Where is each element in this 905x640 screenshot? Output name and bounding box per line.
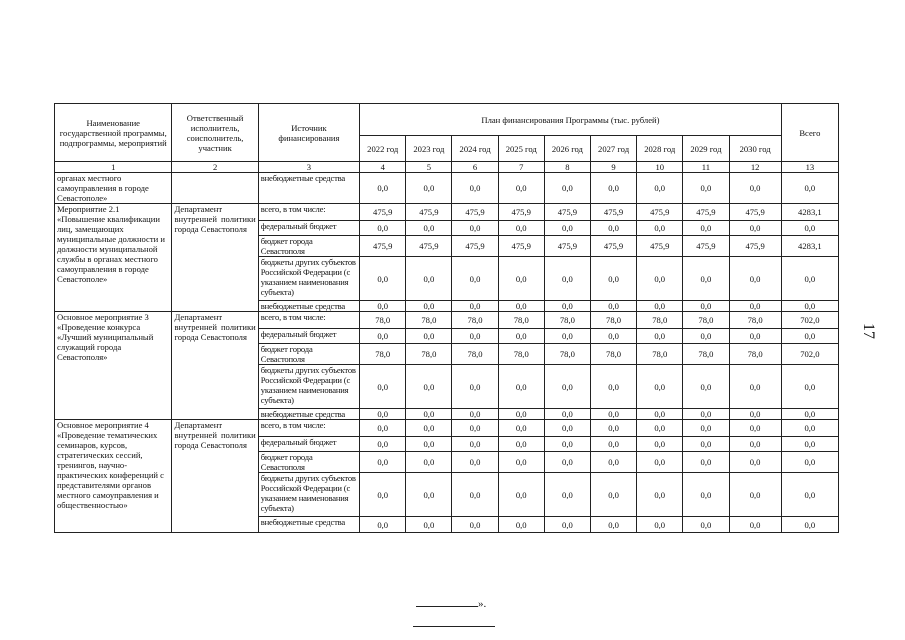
year-value: 0,0 bbox=[637, 409, 683, 420]
year-value: 0,0 bbox=[452, 221, 498, 236]
year-value: 0,0 bbox=[683, 452, 729, 473]
year-value: 78,0 bbox=[452, 344, 498, 365]
year-value: 78,0 bbox=[498, 344, 544, 365]
year-value: 0,0 bbox=[544, 473, 590, 517]
year-value: 78,0 bbox=[360, 344, 406, 365]
year-value: 78,0 bbox=[544, 312, 590, 329]
column-index: 5 bbox=[406, 162, 452, 173]
year-value: 0,0 bbox=[637, 420, 683, 437]
year-value: 0,0 bbox=[683, 221, 729, 236]
year-value: 475,9 bbox=[544, 236, 590, 257]
funding-source: внебюджетные средства bbox=[258, 409, 359, 420]
header-year: 2026 год bbox=[544, 136, 590, 162]
year-value: 78,0 bbox=[729, 312, 781, 329]
year-value: 0,0 bbox=[544, 409, 590, 420]
table-row bbox=[55, 420, 839, 437]
year-value: 0,0 bbox=[452, 173, 498, 204]
year-value: 0,0 bbox=[452, 301, 498, 312]
year-value: 0,0 bbox=[590, 420, 636, 437]
year-value: 0,0 bbox=[683, 329, 729, 344]
total-value: 0,0 bbox=[781, 452, 838, 473]
closing-underline bbox=[416, 606, 478, 607]
year-value: 0,0 bbox=[406, 365, 452, 409]
header-year: 2028 год bbox=[637, 136, 683, 162]
total-value: 0,0 bbox=[781, 473, 838, 517]
total-value: 0,0 bbox=[781, 221, 838, 236]
year-value: 0,0 bbox=[637, 221, 683, 236]
bottom-line bbox=[413, 626, 495, 627]
closing-mark bbox=[416, 598, 486, 610]
year-value: 0,0 bbox=[360, 365, 406, 409]
year-value: 0,0 bbox=[637, 452, 683, 473]
year-value: 0,0 bbox=[544, 452, 590, 473]
year-value: 475,9 bbox=[683, 204, 729, 221]
funding-source: внебюджетные средства bbox=[258, 517, 359, 533]
year-value: 0,0 bbox=[683, 365, 729, 409]
funding-source: внебюджетные средства bbox=[258, 173, 359, 204]
year-value: 0,0 bbox=[590, 409, 636, 420]
year-value: 0,0 bbox=[544, 437, 590, 452]
year-value: 0,0 bbox=[544, 420, 590, 437]
year-value: 0,0 bbox=[544, 517, 590, 533]
year-value: 0,0 bbox=[729, 257, 781, 301]
total-value: 0,0 bbox=[781, 365, 838, 409]
total-value: 0,0 bbox=[781, 301, 838, 312]
table-row bbox=[55, 312, 839, 329]
year-value: 0,0 bbox=[498, 301, 544, 312]
year-value: 0,0 bbox=[360, 517, 406, 533]
total-value: 0,0 bbox=[781, 257, 838, 301]
year-value: 0,0 bbox=[360, 173, 406, 204]
year-value: 0,0 bbox=[452, 473, 498, 517]
column-index: 4 bbox=[360, 162, 406, 173]
year-value: 0,0 bbox=[590, 257, 636, 301]
activity-executor bbox=[172, 173, 258, 204]
year-value: 0,0 bbox=[452, 365, 498, 409]
year-value: 475,9 bbox=[360, 204, 406, 221]
total-value: 4283,1 bbox=[781, 236, 838, 257]
year-value: 0,0 bbox=[406, 329, 452, 344]
year-value: 0,0 bbox=[637, 365, 683, 409]
header-year: 2029 год bbox=[683, 136, 729, 162]
year-value: 0,0 bbox=[729, 420, 781, 437]
year-value: 0,0 bbox=[683, 409, 729, 420]
year-value: 0,0 bbox=[406, 301, 452, 312]
year-value: 0,0 bbox=[544, 221, 590, 236]
year-value: 475,9 bbox=[498, 204, 544, 221]
year-value: 0,0 bbox=[498, 329, 544, 344]
year-value: 78,0 bbox=[544, 344, 590, 365]
year-value: 0,0 bbox=[360, 420, 406, 437]
year-value: 0,0 bbox=[544, 257, 590, 301]
column-index: 7 bbox=[498, 162, 544, 173]
total-value: 0,0 bbox=[781, 409, 838, 420]
year-value: 475,9 bbox=[590, 236, 636, 257]
page-number: 17 bbox=[860, 323, 877, 339]
year-value: 0,0 bbox=[498, 365, 544, 409]
year-value: 0,0 bbox=[360, 301, 406, 312]
funding-source: бюджеты других субъектов Российской Федерации (с указанием наименования субъекта) bbox=[258, 365, 359, 409]
year-value: 0,0 bbox=[452, 517, 498, 533]
year-value: 0,0 bbox=[498, 473, 544, 517]
header-year: 2024 год bbox=[452, 136, 498, 162]
header-executor: Ответственный исполнитель, соисполнитель, участник bbox=[172, 104, 258, 162]
funding-source: бюджеты других субъектов Российской Федерации (с указанием наименования субъекта) bbox=[258, 473, 359, 517]
funding-source: всего, в том числе: bbox=[258, 204, 359, 221]
table-row bbox=[55, 173, 839, 204]
year-value: 0,0 bbox=[452, 409, 498, 420]
year-value: 0,0 bbox=[406, 221, 452, 236]
year-value: 0,0 bbox=[406, 517, 452, 533]
year-value: 0,0 bbox=[498, 173, 544, 204]
funding-source: всего, в том числе: bbox=[258, 312, 359, 329]
year-value: 78,0 bbox=[590, 312, 636, 329]
activity-executor: Департамент внутренней политики города Севастополя bbox=[172, 312, 258, 420]
total-value: 4283,1 bbox=[781, 204, 838, 221]
year-value: 0,0 bbox=[498, 409, 544, 420]
year-value: 0,0 bbox=[729, 517, 781, 533]
year-value: 475,9 bbox=[729, 204, 781, 221]
year-value: 0,0 bbox=[360, 221, 406, 236]
year-value: 0,0 bbox=[729, 365, 781, 409]
funding-source: бюджет города Севастополя bbox=[258, 344, 359, 365]
total-value: 0,0 bbox=[781, 173, 838, 204]
funding-source: бюджет города Севастополя bbox=[258, 236, 359, 257]
activity-name: органах местного самоуправления в городе Севастополе» bbox=[55, 173, 172, 204]
year-value: 0,0 bbox=[452, 329, 498, 344]
year-value: 0,0 bbox=[637, 257, 683, 301]
year-value: 0,0 bbox=[360, 329, 406, 344]
year-value: 0,0 bbox=[729, 437, 781, 452]
year-value: 0,0 bbox=[452, 420, 498, 437]
year-value: 0,0 bbox=[637, 517, 683, 533]
year-value: 0,0 bbox=[729, 452, 781, 473]
year-value: 78,0 bbox=[637, 312, 683, 329]
year-value: 475,9 bbox=[360, 236, 406, 257]
year-value: 78,0 bbox=[590, 344, 636, 365]
year-value: 0,0 bbox=[498, 221, 544, 236]
year-value: 0,0 bbox=[683, 517, 729, 533]
year-value: 0,0 bbox=[590, 329, 636, 344]
year-value: 475,9 bbox=[729, 236, 781, 257]
funding-source: бюджет города Севастополя bbox=[258, 452, 359, 473]
funding-source: федеральный бюджет bbox=[258, 221, 359, 236]
column-index: 8 bbox=[544, 162, 590, 173]
column-index: 13 bbox=[781, 162, 838, 173]
header-year: 2023 год bbox=[406, 136, 452, 162]
year-value: 0,0 bbox=[729, 329, 781, 344]
total-value: 0,0 bbox=[781, 420, 838, 437]
year-value: 0,0 bbox=[498, 437, 544, 452]
year-value: 0,0 bbox=[683, 301, 729, 312]
table-row bbox=[55, 204, 839, 221]
year-value: 0,0 bbox=[406, 452, 452, 473]
year-value: 0,0 bbox=[683, 173, 729, 204]
year-value: 78,0 bbox=[360, 312, 406, 329]
year-value: 0,0 bbox=[498, 257, 544, 301]
year-value: 78,0 bbox=[452, 312, 498, 329]
funding-source: всего, в том числе: bbox=[258, 420, 359, 437]
year-value: 0,0 bbox=[544, 329, 590, 344]
year-value: 0,0 bbox=[544, 301, 590, 312]
year-value: 0,0 bbox=[729, 473, 781, 517]
year-value: 475,9 bbox=[637, 204, 683, 221]
column-index: 9 bbox=[590, 162, 636, 173]
year-value: 0,0 bbox=[498, 452, 544, 473]
total-value: 702,0 bbox=[781, 312, 838, 329]
header-year: 2022 год bbox=[360, 136, 406, 162]
activity-name: Основное мероприятие 4 «Проведение тематических семинаров, курсов, стратегических сессий, тренингов, научно-практических конференций с представителями органов местного самоуправления и общественностью» bbox=[55, 420, 172, 533]
year-value: 0,0 bbox=[637, 473, 683, 517]
year-value: 475,9 bbox=[452, 204, 498, 221]
header-total: Всего bbox=[781, 104, 838, 162]
header-name: Наименование государственной программы, подпрограммы, мероприятий bbox=[55, 104, 172, 162]
year-value: 475,9 bbox=[637, 236, 683, 257]
year-value: 0,0 bbox=[590, 452, 636, 473]
year-value: 0,0 bbox=[498, 517, 544, 533]
activity-executor: Департамент внутренней политики города Севастополя bbox=[172, 204, 258, 312]
header-year: 2030 год bbox=[729, 136, 781, 162]
year-value: 0,0 bbox=[637, 437, 683, 452]
funding-source: внебюджетные средства bbox=[258, 301, 359, 312]
year-value: 0,0 bbox=[637, 173, 683, 204]
year-value: 0,0 bbox=[590, 437, 636, 452]
column-index: 12 bbox=[729, 162, 781, 173]
year-value: 475,9 bbox=[406, 204, 452, 221]
year-value: 0,0 bbox=[544, 365, 590, 409]
year-value: 78,0 bbox=[683, 344, 729, 365]
activity-name: Основное мероприятие 3 «Проведение конкурса «Лучший муниципальный служащий города Севастополя» bbox=[55, 312, 172, 420]
column-index: 11 bbox=[683, 162, 729, 173]
year-value: 0,0 bbox=[683, 420, 729, 437]
year-value: 0,0 bbox=[406, 409, 452, 420]
header-year: 2025 год bbox=[498, 136, 544, 162]
year-value: 0,0 bbox=[590, 173, 636, 204]
year-value: 0,0 bbox=[590, 221, 636, 236]
year-value: 475,9 bbox=[498, 236, 544, 257]
header-year: 2027 год bbox=[590, 136, 636, 162]
column-index: 2 bbox=[172, 162, 258, 173]
year-value: 0,0 bbox=[452, 452, 498, 473]
activity-name: Мероприятие 2.1 «Повышение квалификации лиц, замещающих муниципальные должности и должности муниципальной службы в органах местного самоуправления в городе Севастополе» bbox=[55, 204, 172, 312]
year-value: 0,0 bbox=[683, 257, 729, 301]
year-value: 0,0 bbox=[406, 437, 452, 452]
total-value: 702,0 bbox=[781, 344, 838, 365]
year-value: 0,0 bbox=[406, 473, 452, 517]
funding-source: федеральный бюджет bbox=[258, 437, 359, 452]
year-value: 475,9 bbox=[544, 204, 590, 221]
year-value: 475,9 bbox=[406, 236, 452, 257]
year-value: 0,0 bbox=[544, 173, 590, 204]
year-value: 0,0 bbox=[406, 173, 452, 204]
year-value: 0,0 bbox=[590, 301, 636, 312]
year-value: 0,0 bbox=[498, 420, 544, 437]
year-value: 0,0 bbox=[360, 473, 406, 517]
financing-table bbox=[54, 103, 839, 533]
column-index: 3 bbox=[258, 162, 359, 173]
closing-text: ». bbox=[478, 598, 487, 610]
year-value: 0,0 bbox=[452, 437, 498, 452]
year-value: 0,0 bbox=[729, 221, 781, 236]
year-value: 475,9 bbox=[590, 204, 636, 221]
year-value: 0,0 bbox=[590, 517, 636, 533]
header-plan: План финансирования Программы (тыс. рублей) bbox=[360, 104, 782, 136]
year-value: 78,0 bbox=[406, 344, 452, 365]
year-value: 78,0 bbox=[498, 312, 544, 329]
year-value: 475,9 bbox=[452, 236, 498, 257]
year-value: 78,0 bbox=[637, 344, 683, 365]
year-value: 0,0 bbox=[637, 301, 683, 312]
year-value: 0,0 bbox=[729, 301, 781, 312]
column-index: 1 bbox=[55, 162, 172, 173]
year-value: 0,0 bbox=[637, 329, 683, 344]
year-value: 0,0 bbox=[360, 452, 406, 473]
year-value: 0,0 bbox=[452, 257, 498, 301]
total-value: 0,0 bbox=[781, 517, 838, 533]
column-index: 6 bbox=[452, 162, 498, 173]
year-value: 475,9 bbox=[683, 236, 729, 257]
total-value: 0,0 bbox=[781, 329, 838, 344]
year-value: 0,0 bbox=[683, 437, 729, 452]
year-value: 78,0 bbox=[683, 312, 729, 329]
header-source: Источник финансирования bbox=[258, 104, 359, 162]
year-value: 0,0 bbox=[360, 409, 406, 420]
year-value: 78,0 bbox=[406, 312, 452, 329]
year-value: 78,0 bbox=[729, 344, 781, 365]
year-value: 0,0 bbox=[590, 473, 636, 517]
year-value: 0,0 bbox=[360, 437, 406, 452]
year-value: 0,0 bbox=[406, 257, 452, 301]
year-value: 0,0 bbox=[729, 409, 781, 420]
year-value: 0,0 bbox=[360, 257, 406, 301]
total-value: 0,0 bbox=[781, 437, 838, 452]
year-value: 0,0 bbox=[590, 365, 636, 409]
year-value: 0,0 bbox=[683, 473, 729, 517]
funding-source: федеральный бюджет bbox=[258, 329, 359, 344]
funding-source: бюджеты других субъектов Российской Федерации (с указанием наименования субъекта) bbox=[258, 257, 359, 301]
year-value: 0,0 bbox=[729, 173, 781, 204]
year-value: 0,0 bbox=[406, 420, 452, 437]
activity-executor: Департамент внутренней политики города Севастополя bbox=[172, 420, 258, 533]
column-index: 10 bbox=[637, 162, 683, 173]
